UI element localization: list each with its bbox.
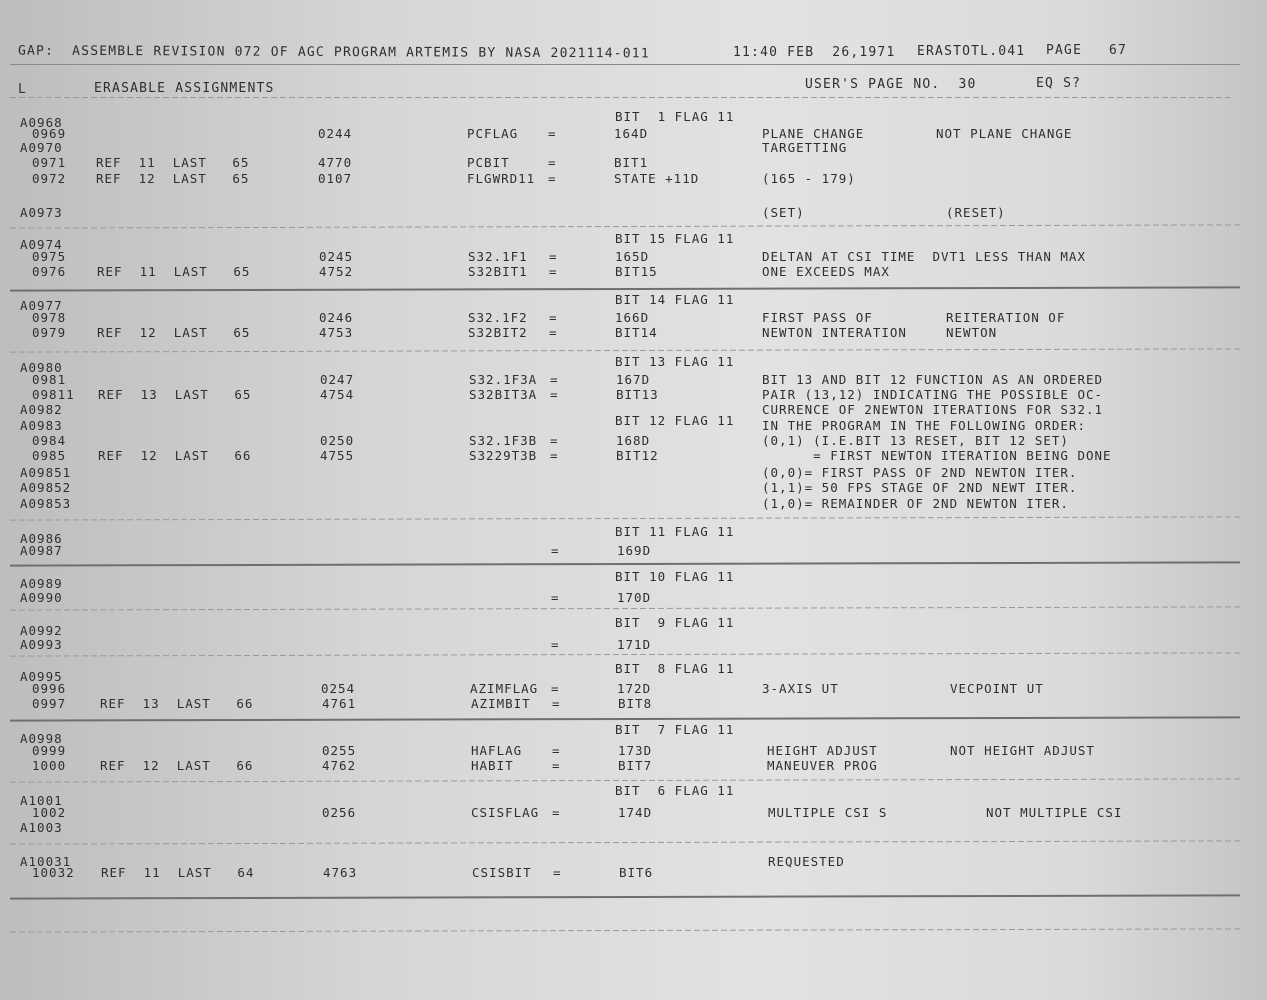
comment-text: TARGETTING [762, 140, 848, 155]
equals-operator: = [550, 387, 559, 402]
comment-text: (SET) [762, 205, 805, 220]
equals-operator: = [548, 171, 557, 186]
equals-operator: = [551, 637, 560, 652]
comment-text: PLANE CHANGE [762, 126, 865, 141]
address-value: 4754 [320, 387, 355, 402]
symbol-name: CSISBIT [472, 865, 532, 880]
equals-operator: = [552, 696, 561, 711]
location-counter: 0971 [32, 155, 67, 170]
comment-text: IN THE PROGRAM IN THE FOLLOWING ORDER: [762, 418, 1086, 433]
operand-value: 165D [615, 249, 650, 264]
symbol-name: HAFLAG [471, 743, 523, 758]
symbol-name: S32.1F1 [468, 249, 528, 264]
bit-flag-header: BIT 14 FLAG 11 [615, 292, 735, 307]
address-value: 0250 [320, 433, 355, 448]
location-counter: A1003 [20, 820, 63, 835]
address-value: 0254 [321, 681, 356, 696]
operand-value: STATE +11D [614, 171, 700, 186]
comment-text: REQUESTED [768, 854, 845, 869]
address-value: 0256 [322, 805, 357, 820]
equals-operator: = [550, 448, 559, 463]
comment-text: HEIGHT ADJUST [767, 743, 878, 758]
page-label: PAGE [1046, 43, 1083, 58]
location-counter: A09852 [20, 480, 72, 495]
location-counter: 0999 [32, 743, 67, 758]
location-counter: A0980 [20, 360, 63, 375]
operand-value: 167D [616, 372, 651, 387]
equals-operator: = [552, 805, 561, 820]
comment-text: NEWTON INTERATION [762, 325, 907, 340]
location-counter: 10032 [32, 865, 75, 880]
listing-tape: ERASTOTL.041 [917, 44, 1026, 59]
location-counter: 0985 [32, 448, 67, 463]
location-counter: A09851 [20, 465, 72, 480]
location-counter: A0973 [20, 205, 63, 220]
address-value: 0245 [319, 249, 354, 264]
comment-text: DELTAN AT CSI TIME DVT1 LESS THAN MAX [762, 249, 1086, 264]
cross-reference: REF 12 LAST 66 [100, 758, 254, 773]
location-counter: 0981 [32, 372, 67, 387]
location-counter: 0979 [32, 325, 67, 340]
symbol-name: PCFLAG [467, 126, 519, 141]
operand-value: BIT7 [618, 758, 653, 773]
eq-s-label: EQ S? [1036, 76, 1082, 91]
location-counter: A0977 [20, 298, 63, 313]
location-counter: A0987 [20, 543, 63, 558]
separator-rule [10, 840, 1240, 844]
comment-text-alt: REITERATION OF [946, 310, 1066, 325]
symbol-name: AZIMBIT [471, 696, 531, 711]
bit-flag-header: BIT 1 FLAG 11 [615, 109, 735, 124]
equals-operator: = [550, 372, 559, 387]
operand-value: 172D [617, 681, 652, 696]
separator-rule [10, 778, 1240, 782]
separator-rule [10, 928, 1240, 932]
cross-reference: REF 13 LAST 65 [98, 387, 252, 402]
comment-text: BIT 13 AND BIT 12 FUNCTION AS AN ORDERED [762, 372, 1104, 387]
location-counter: A09853 [20, 496, 72, 511]
symbol-name: S32.1F3B [469, 433, 538, 448]
equals-operator: = [551, 590, 560, 605]
symbol-name: S3229T3B [469, 448, 538, 463]
location-counter: 0972 [32, 171, 67, 186]
location-counter: 0969 [32, 126, 67, 141]
separator-rule [10, 561, 1240, 566]
bit-flag-header: BIT 6 FLAG 11 [615, 783, 735, 798]
operand-value: BIT14 [615, 325, 658, 340]
location-counter: 1000 [32, 758, 67, 773]
bit-flag-header: BIT 15 FLAG 11 [615, 231, 735, 246]
separator-rule [10, 606, 1240, 610]
operand-value: 169D [617, 543, 652, 558]
location-counter: A0974 [20, 237, 63, 252]
location-counter: A0993 [20, 637, 63, 652]
equals-operator: = [549, 310, 558, 325]
address-value: 0246 [319, 310, 354, 325]
cross-reference: REF 12 LAST 65 [97, 325, 251, 340]
comment-text-alt: NOT HEIGHT ADJUST [950, 743, 1095, 758]
location-counter: A0983 [20, 418, 63, 433]
symbol-name: S32.1F3A [469, 372, 538, 387]
location-counter: 0978 [32, 310, 67, 325]
location-counter: 0975 [32, 249, 67, 264]
operand-value: BIT15 [615, 264, 658, 279]
comment-text: PAIR (13,12) INDICATING THE POSSIBLE OC- [762, 387, 1104, 402]
comment-text: (0,1) (I.E.BIT 13 RESET, BIT 12 SET) [762, 433, 1069, 448]
comment-text: = FIRST NEWTON ITERATION BEING DONE [762, 448, 1112, 463]
comment-text: (1,0)= REMAINDER OF 2ND NEWTON ITER. [762, 496, 1069, 511]
symbol-name: S32BIT2 [468, 325, 528, 340]
operand-value: 173D [618, 743, 653, 758]
comment-text: MANEUVER PROG [767, 758, 878, 773]
symbol-name: S32BIT1 [468, 264, 528, 279]
comment-text: (165 - 179) [762, 171, 856, 186]
comment-text-alt: VECPOINT UT [950, 681, 1044, 696]
address-value: 4763 [323, 865, 358, 880]
listing-title: GAP: ASSEMBLE REVISION 072 OF AGC PROGRAM ARTEMIS BY NASA 2021114-011 [17, 43, 650, 62]
location-counter: A0968 [20, 115, 63, 130]
symbol-name: HABIT [471, 758, 514, 773]
comment-text: ONE EXCEEDS MAX [762, 264, 890, 279]
comment-text-alt: (RESET) [946, 205, 1006, 220]
cross-reference: REF 11 LAST 65 [96, 155, 250, 170]
symbol-name: CSISFLAG [471, 805, 540, 820]
symbol-name: AZIMFLAG [470, 681, 539, 696]
page-number: 67 [1109, 43, 1128, 58]
address-value: 4755 [320, 448, 355, 463]
location-counter: 09811 [32, 387, 75, 402]
location-counter: A0986 [20, 531, 63, 546]
address-value: 4752 [319, 264, 354, 279]
location-counter: 0997 [32, 696, 67, 711]
cross-reference: REF 11 LAST 64 [101, 865, 255, 880]
comment-text-alt: NOT PLANE CHANGE [936, 126, 1073, 141]
location-counter: A0992 [20, 623, 63, 638]
address-value: 4753 [319, 325, 354, 340]
operand-value: 164D [614, 126, 649, 141]
symbol-name: S32.1F2 [468, 310, 528, 325]
comment-text: MULTIPLE CSI S [768, 805, 888, 820]
header-rule [10, 64, 1240, 65]
operand-value: BIT6 [619, 865, 654, 880]
address-value: 0247 [320, 372, 355, 387]
location-counter: A0970 [20, 140, 63, 155]
operand-value: 166D [615, 310, 650, 325]
equals-operator: = [548, 126, 557, 141]
cross-reference: REF 12 LAST 65 [96, 171, 250, 186]
bit-flag-header: BIT 8 FLAG 11 [615, 661, 735, 676]
symbol-name: PCBIT [467, 155, 510, 170]
comment-text-alt: NEWTON [946, 325, 998, 340]
comment-text: 3-AXIS UT [762, 681, 839, 696]
operand-value: BIT13 [616, 387, 659, 402]
bit-flag-header: BIT 7 FLAG 11 [615, 722, 735, 737]
operand-value: 174D [618, 805, 653, 820]
listing-time: 11:40 FEB 26,1971 [733, 45, 896, 60]
equals-operator: = [549, 249, 558, 264]
users-page-number: USER'S PAGE NO. 30 [805, 77, 977, 92]
address-value: 4770 [318, 155, 353, 170]
location-counter: A0982 [20, 402, 63, 417]
location-counter: 0976 [32, 264, 67, 279]
location-counter: 0996 [32, 681, 67, 696]
operand-value: BIT1 [614, 155, 649, 170]
location-counter: A10031 [20, 854, 72, 869]
equals-operator: = [550, 433, 559, 448]
operand-value: 171D [617, 637, 652, 652]
symbol-name: S32BIT3A [469, 387, 538, 402]
location-counter: A0995 [20, 669, 63, 684]
location-counter: 0984 [32, 433, 67, 448]
symbol-name: FLGWRD11 [467, 171, 536, 186]
operand-value: 170D [617, 590, 652, 605]
equals-operator: = [551, 681, 560, 696]
cross-reference: REF 12 LAST 66 [98, 448, 252, 463]
location-counter: 1002 [32, 805, 67, 820]
address-value: 4762 [322, 758, 357, 773]
separator-rule [10, 224, 1240, 228]
section-rule [10, 97, 1230, 98]
bit-flag-header: BIT 10 FLAG 11 [615, 569, 735, 584]
bit-flag-header: BIT 13 FLAG 11 [615, 354, 735, 369]
bit-flag-header: BIT 9 FLAG 11 [615, 615, 735, 630]
l-marker: L [18, 82, 28, 97]
address-value: 4761 [322, 696, 357, 711]
separator-rule [10, 348, 1240, 352]
separator-rule [10, 286, 1240, 291]
equals-operator: = [548, 155, 557, 170]
operand-value: BIT12 [616, 448, 659, 463]
section-title: ERASABLE ASSIGNMENTS [94, 81, 275, 96]
comment-text: (1,1)= 50 FPS STAGE OF 2ND NEWT ITER. [762, 480, 1078, 495]
equals-operator: = [549, 325, 558, 340]
equals-operator: = [552, 743, 561, 758]
location-counter: A0990 [20, 590, 63, 605]
separator-rule [10, 716, 1240, 721]
equals-operator: = [551, 543, 560, 558]
location-counter: A0998 [20, 731, 63, 746]
address-value: 0255 [322, 743, 357, 758]
equals-operator: = [552, 758, 561, 773]
bit-flag-header: BIT 11 FLAG 11 [615, 524, 735, 539]
bit-flag-header: BIT 12 FLAG 11 [615, 413, 735, 428]
comment-text-alt: NOT MULTIPLE CSI [986, 805, 1123, 820]
cross-reference: REF 11 LAST 65 [97, 264, 251, 279]
comment-text: CURRENCE OF 2NEWTON ITERATIONS FOR S32.1 [762, 402, 1104, 417]
address-value: 0107 [318, 171, 353, 186]
location-counter: A0989 [20, 576, 63, 591]
address-value: 0244 [318, 126, 353, 141]
separator-rule [10, 652, 1240, 656]
location-counter: A1001 [20, 793, 63, 808]
separator-rule [10, 894, 1240, 899]
equals-operator: = [553, 865, 562, 880]
comment-text: (0,0)= FIRST PASS OF 2ND NEWTON ITER. [762, 465, 1078, 480]
comment-text: FIRST PASS OF [762, 310, 873, 325]
operand-value: BIT8 [618, 696, 653, 711]
cross-reference: REF 13 LAST 66 [100, 696, 254, 711]
equals-operator: = [549, 264, 558, 279]
operand-value: 168D [616, 433, 651, 448]
separator-rule [10, 516, 1240, 520]
